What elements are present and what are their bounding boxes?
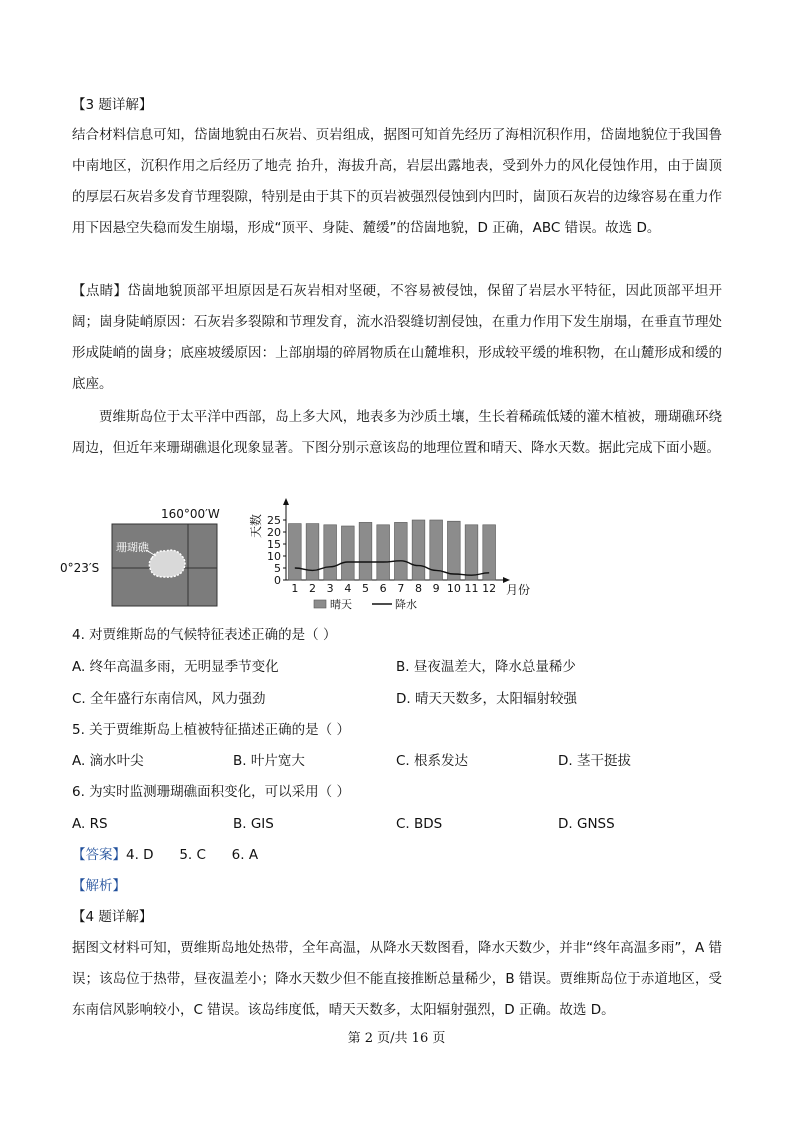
q4-option-c: C. 全年盛行东南信风，风力强劲	[72, 691, 266, 707]
x-tick-label: 2	[309, 582, 316, 595]
question-5-stem: 5. 关于贾维斯岛上植被特征描述正确的是（ ）	[72, 722, 350, 738]
location-map	[60, 500, 230, 610]
bar-sunny-days	[465, 525, 478, 580]
q4-option-d: D. 晴天天数多，太阳辐射较强	[396, 691, 577, 707]
weather-days-chart	[244, 492, 534, 620]
bar-sunny-days	[447, 521, 460, 580]
bar-sunny-days	[377, 525, 390, 580]
q6-option-c: C. BDS	[396, 816, 443, 832]
x-tick-label: 12	[482, 582, 497, 595]
legend-sunny-swatch	[314, 600, 326, 608]
legend-sunny-label: 晴天	[330, 598, 352, 611]
page-footer: 第 2 页/共 16 页	[347, 1031, 446, 1046]
q5-option-a: A. 滴水叶尖	[72, 753, 144, 769]
tip-paragraph	[72, 276, 722, 400]
question-4-stem: 4. 对贾维斯岛的气候特征表述正确的是（ ）	[72, 627, 337, 643]
section-3-body: 结合材料信息可知，岱崮地貌由石灰岩、页岩组成，据图可知首先经历了海相沉积作用，岱崮地貌位于我国鲁中南地区，沉积作用之后经历了地壳 抬升，海拔升高，岩层出露地表，受到外力的风化侵蚀作用，由于崮顶的厚层石灰岩多发育节理裂隙，特别是由于其下的页岩被强烈侵蚀到内凹时，崮顶石灰岩的边缘容易在重力作用下因悬空失稳而发生崩塌，形成“顶平、身陡、麓缓”的岱崮地貌，D 正确，ABC 错误。故选 D。	[72, 127, 722, 236]
y-axis-label: 天数	[249, 513, 263, 538]
island-shape	[149, 550, 185, 577]
latitude-label: 0°23′S	[60, 561, 100, 575]
q5-option-c: C. 根系发达	[396, 753, 469, 769]
q5-option-b: B. 叶片宽大	[233, 753, 305, 769]
legend-precip-label: 降水	[395, 598, 417, 611]
tip-body: 岱崮地貌顶部平坦原因是石灰岩相对坚硬，不容易被侵蚀，保留了岩层水平特征，因此顶部平坦开阔；崮身陡峭原因：石灰岩多裂隙和节理发育，流水沿裂缝切割侵蚀，在重力作用下发生崩塌，在垂直节理处形成陡峭的崮身；底座坡缓原因：上部崩塌的碎屑物质在山麓堆积，形成较平缓的堆积物，在山麓形成和缓的底座。	[72, 283, 723, 392]
bar-sunny-days	[412, 520, 425, 580]
answer-line	[72, 845, 258, 865]
question-intro: 贾维斯岛位于太平洋中西部，岛上多大风，地表多为沙质土壤，生长着稀疏低矮的灌木植被，珊瑚礁环绕周边，但近年来珊瑚礁退化现象显著。下图分别示意该岛的地理位置和晴天、降水天数。据此完成下面小题。	[72, 409, 722, 456]
y-tick-label: 5	[274, 562, 281, 575]
longitude-label: 160°00′W	[161, 507, 220, 521]
y-tick-label: 20	[267, 526, 281, 539]
section-3-heading: 【3 题详解】	[72, 97, 153, 113]
bar-sunny-days	[288, 524, 301, 580]
y-tick-label: 25	[267, 514, 281, 527]
bar-sunny-days	[324, 525, 337, 580]
y-tick-label: 15	[267, 538, 281, 551]
x-tick-label: 8	[415, 582, 422, 595]
section-4-body: 据图文材料可知，贾维斯岛地处热带，全年高温，从降水天数图看，降水天数少，并非“终年高温多雨”，A 错误；该岛位于热带，昼夜温差小；降水天数少但不能直接推断总量稀少，B 错误。贾维斯岛位于赤道地区，受东南信风影响较小，C 错误。该岛纬度低，晴天天数多，太阳辐射强烈，D 正确。故选 D。	[72, 940, 722, 1018]
section-4-heading: 【4 题详解】	[72, 909, 153, 925]
x-tick-label: 7	[397, 582, 405, 595]
q5-option-d: D. 茎干挺拔	[558, 753, 631, 769]
answer-values: 4. D 5. C 6. A	[126, 847, 259, 863]
x-tick-label: 3	[326, 582, 334, 595]
bar-sunny-days	[341, 526, 354, 580]
x-tick-label: 5	[362, 582, 369, 595]
y-tick-label: 10	[267, 550, 281, 563]
answer-label: 【答案】	[72, 847, 126, 863]
q6-option-a: A. RS	[72, 816, 108, 832]
x-tick-label: 6	[379, 582, 387, 595]
x-tick-label: 9	[432, 582, 440, 595]
x-tick-label: 11	[464, 582, 479, 595]
q6-option-b: B. GIS	[233, 816, 274, 832]
bar-sunny-days	[306, 524, 319, 580]
bar-sunny-days	[359, 522, 372, 580]
q4-option-a: A. 终年高温多雨，无明显季节变化	[72, 659, 279, 675]
reef-label: 珊瑚礁	[116, 541, 149, 554]
x-axis-label: 月份	[506, 583, 531, 597]
bar-sunny-days	[483, 525, 496, 580]
y-axis-arrow	[283, 498, 289, 505]
y-tick-label: 0	[274, 574, 281, 587]
bar-sunny-days	[394, 522, 407, 580]
x-tick-label: 1	[291, 582, 299, 595]
question-6-stem: 6. 为实时监测珊瑚礁面积变化，可以采用（ ）	[72, 784, 350, 800]
x-tick-label: 4	[344, 582, 352, 595]
q4-option-b: B. 昼夜温差大，降水总量稀少	[396, 659, 576, 675]
tip-label: 【点睛】	[72, 283, 128, 299]
q6-option-d: D. GNSS	[558, 816, 615, 832]
x-tick-label: 10	[446, 582, 461, 595]
analysis-label: 【解析】	[72, 878, 126, 894]
